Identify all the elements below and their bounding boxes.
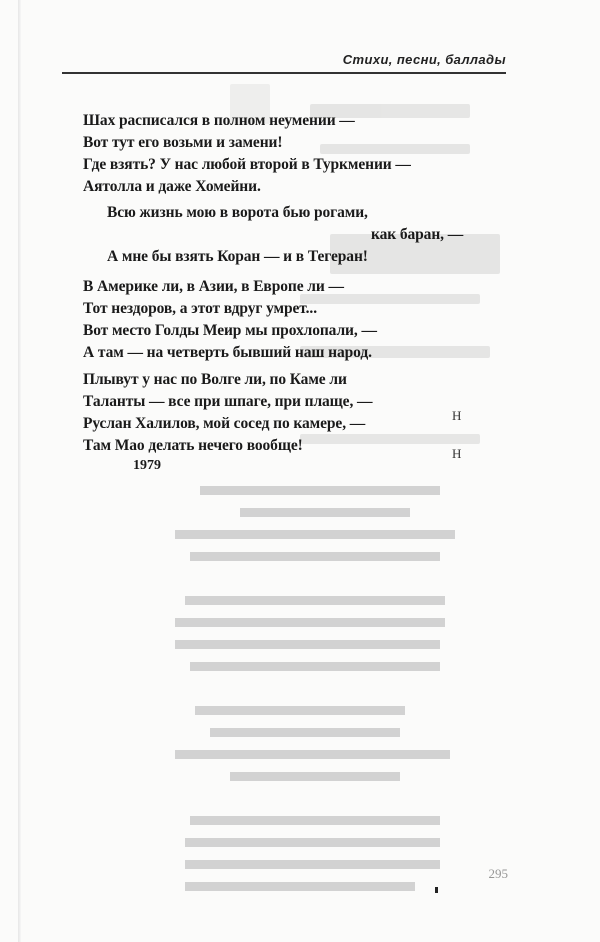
stanza-4: [83, 369, 372, 457]
running-head: Стихи, песни, баллады: [342, 52, 506, 67]
bleed-line: [190, 552, 440, 562]
stanza-3: [83, 276, 377, 364]
bleed-line: [190, 662, 440, 672]
poem-line: А там — на четверть бывший наш народ.: [83, 344, 372, 361]
bleed-line: [185, 596, 445, 606]
poem-line: как баран, —: [371, 226, 464, 243]
bleed-line: [175, 618, 445, 628]
bleed-line: [185, 838, 440, 848]
poem-line: Тот нездоров, а этот вдруг умрет...: [83, 300, 317, 317]
poem-line: Там Мао делать нечего вообще!: [83, 437, 303, 454]
header-rule: [62, 72, 506, 74]
poem-line: А мне бы взять Коран — и в Тегеран!: [107, 248, 368, 265]
bleed-line: [175, 640, 440, 650]
page-spine-shadow: [18, 0, 21, 942]
poem-line: Вот тут его возьми и замени!: [83, 134, 283, 151]
poem-line: Шах расписался в полном неумении —: [83, 112, 355, 129]
poem-line: Аятолла и даже Хомейни.: [83, 178, 261, 195]
bleed-line: [190, 816, 440, 826]
stanza-2: [83, 202, 463, 268]
poem-line: Всю жизнь мою в ворота бью рогами,: [107, 204, 368, 221]
bleed-line: [175, 750, 450, 760]
poem-line: Где взять? У нас любой второй в Туркмении —: [83, 156, 411, 173]
bleed-line: [195, 706, 405, 716]
bleed-line: [200, 486, 440, 496]
bleed-line: [210, 728, 400, 738]
bleed-line: [185, 882, 415, 892]
poem-line: Таланты — все при шпаге, при плаще, —: [83, 393, 373, 410]
bleed-line: [175, 530, 455, 540]
poem-line: Вот место Голды Меир мы прохлопали, —: [83, 322, 377, 339]
bleed-line: [185, 860, 440, 870]
poem-year: 1979: [133, 458, 161, 473]
poem-line: Руслан Халилов, мой сосед по камере, —: [83, 415, 366, 432]
ink-speck: [435, 887, 438, 893]
bleed-line: [230, 772, 400, 782]
bleed-line: [240, 508, 410, 518]
poem-line: Плывут у нас по Волге ли, по Каме ли: [83, 371, 347, 388]
margin-mark: Н: [452, 408, 462, 423]
poem-line: В Америке ли, в Азии, в Европе ли —: [83, 278, 344, 295]
stanza-1: [83, 110, 411, 198]
page-number: 295: [488, 866, 508, 881]
margin-mark: Н: [452, 446, 462, 461]
